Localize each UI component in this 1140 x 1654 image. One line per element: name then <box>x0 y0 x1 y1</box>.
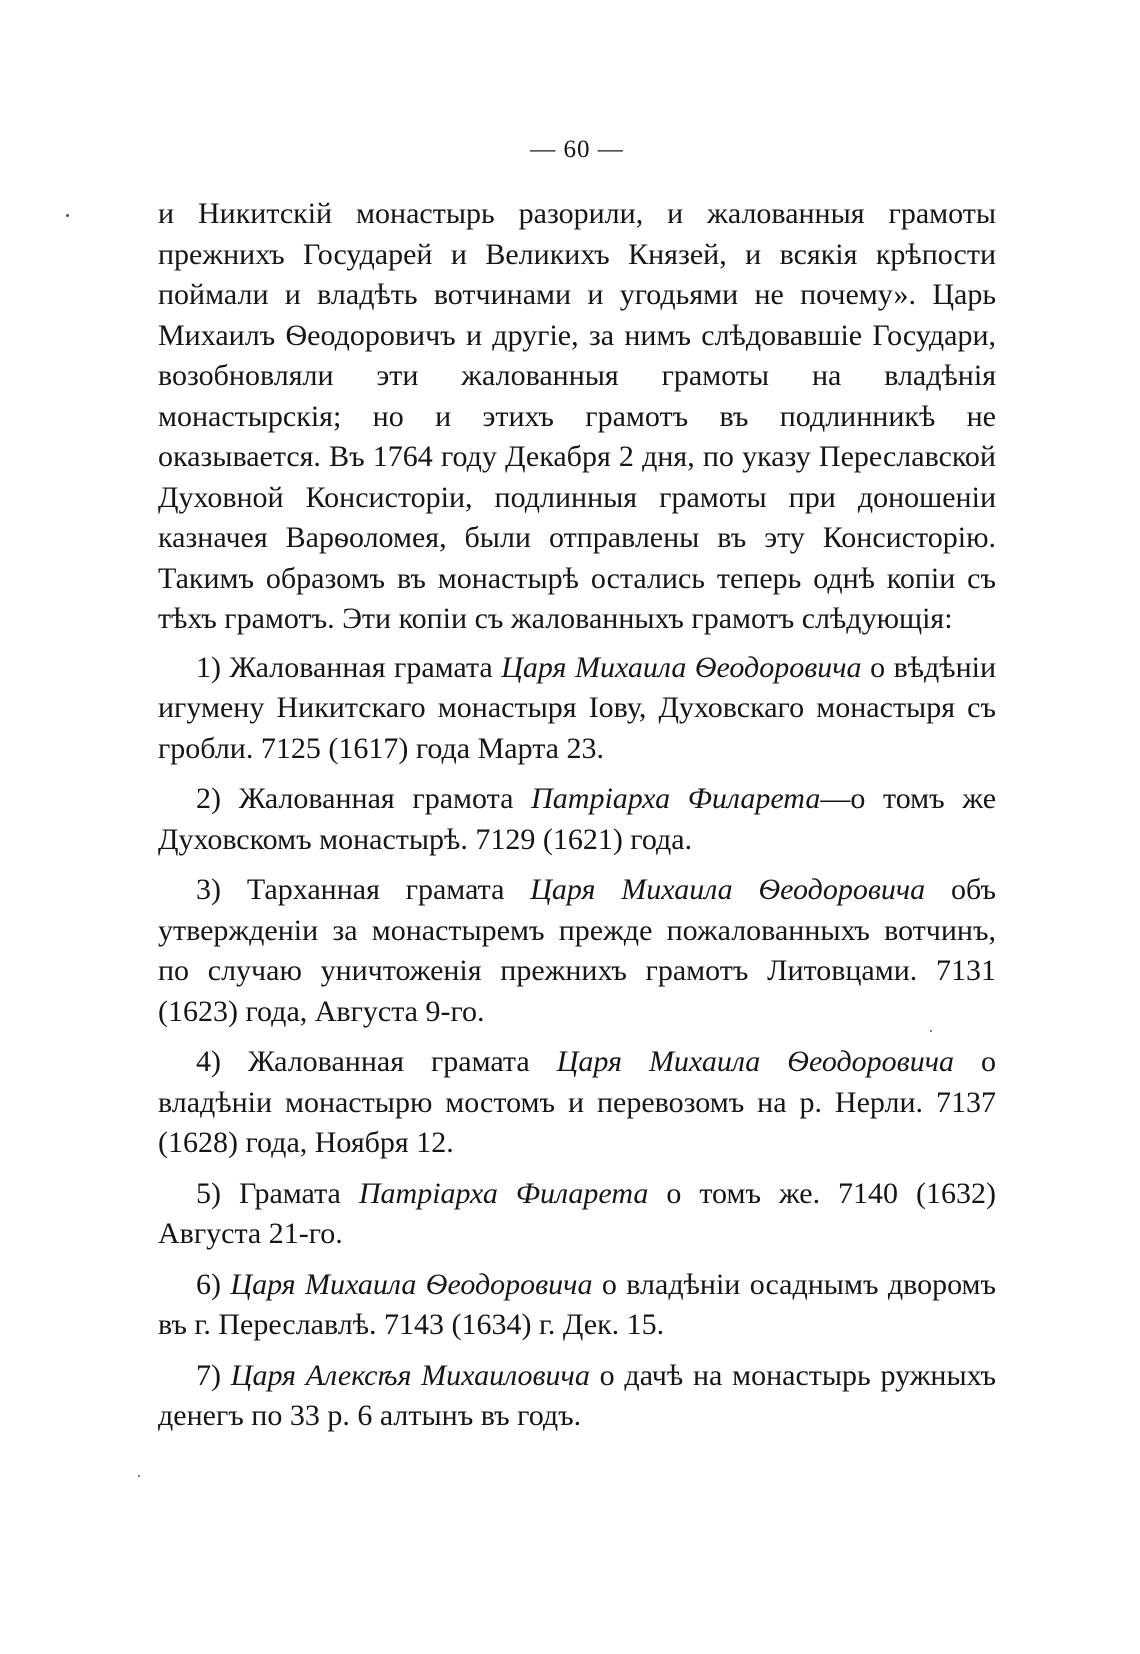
page-number: — 60 — <box>530 136 624 163</box>
item-issuer: Царя Михаила Ѳеодоровича <box>501 650 862 684</box>
item-text: о дачѣ на монастырь ружныхъ денегъ по 33 р. 6 алтынъ въ годъ. <box>158 1358 997 1432</box>
item-number: 1) <box>196 650 221 684</box>
item-lead: Тарханная грамата <box>246 873 505 906</box>
item-issuer: Царя Алексѣя Михаиловича <box>230 1358 590 1392</box>
item-lead: Жалованная грамота <box>238 782 514 815</box>
item-text: о вѣдѣніи игумену Никитскаго монастыря Іову, Духовскаго монастыря съ гробли. 7125 (1617) года Марта 23. <box>158 650 997 765</box>
item-issuer: Царя Михаила Ѳеодоровича <box>530 873 926 906</box>
charter-item-4 <box>158 1042 996 1164</box>
item-issuer: Царя Михаила Ѳеодоровича <box>556 1045 955 1078</box>
charter-list <box>158 648 996 1437</box>
item-text: о томъ же. 7140 (1632) Августа 21-го. <box>158 1176 997 1250</box>
book-page <box>158 130 996 1437</box>
item-lead: Жалованная грамата <box>229 650 493 684</box>
intro-paragraph: и Никитскій монастырь разорили, и жалованныя грамоты прежнихъ Государей и Великихъ Князей, и всякія крѣпости поймали и владѣть вотчинами и угодьями не почему». Царь Михаилъ Ѳеодоровичъ и другіе, за нимъ слѣдовавшіе Государи, возобновляли эти жалованныя грамоты на владѣнія монастырскія; но и этихъ грамотъ въ подлинникѣ не оказывается. Въ 1764 году Декабря 2 дня, по указу Переславской Духовной Консисторіи, подлинныя грамоты при доношеніи казначея Варѳоломея, были отправлены въ эту Консисторію. Такимъ образомъ въ монастырѣ остались теперь однѣ копіи съ тѣхъ грамотъ. Эти копіи съ жалованныхъ грамотъ слѣдующія: <box>158 197 996 635</box>
scan-speck <box>66 214 69 217</box>
item-issuer: Патріарха Филарета <box>358 1176 649 1210</box>
item-lead: Жалованная грамата <box>248 1045 530 1078</box>
item-lead: Грамата <box>238 1176 341 1210</box>
item-issuer: Царя Михаила Ѳеодоровича <box>230 1267 593 1301</box>
item-issuer: Патріарха Филарета <box>531 782 821 815</box>
item-number: 7) <box>196 1358 221 1392</box>
item-text: о владѣніи монастырю мостомъ и перевозомъ на р. Нерли. 7137 (1628) года, Ноября 12. <box>158 1045 997 1159</box>
charter-item-3 <box>158 870 996 1032</box>
charter-item-6 <box>158 1265 996 1346</box>
item-number: 4) <box>196 1045 221 1078</box>
scan-speck <box>930 1030 932 1032</box>
charter-item-1 <box>158 648 996 770</box>
item-text: о владѣніи осаднымъ дворомъ въ г. Переславлѣ. 7143 (1634) г. Дек. 15. <box>158 1267 997 1341</box>
item-text: —о томъ же Духовскомъ монастырѣ. 7129 (1621) года. <box>158 782 997 856</box>
item-number: 3) <box>196 873 221 906</box>
item-text: объ утвержденіи за монастыремъ прежде пожалованныхъ вотчинъ, по случаю уничтоженія прежнихъ грамотъ Литовцами. 7131 (1623) года, Августа 9-го. <box>158 873 997 1028</box>
charter-item-7 <box>158 1356 996 1437</box>
item-number: 2) <box>196 782 221 815</box>
scan-speck <box>138 1475 140 1477</box>
item-number: 6) <box>196 1267 221 1301</box>
charter-item-2 <box>158 779 996 860</box>
charter-item-5 <box>158 1174 996 1255</box>
item-number: 5) <box>196 1176 221 1210</box>
